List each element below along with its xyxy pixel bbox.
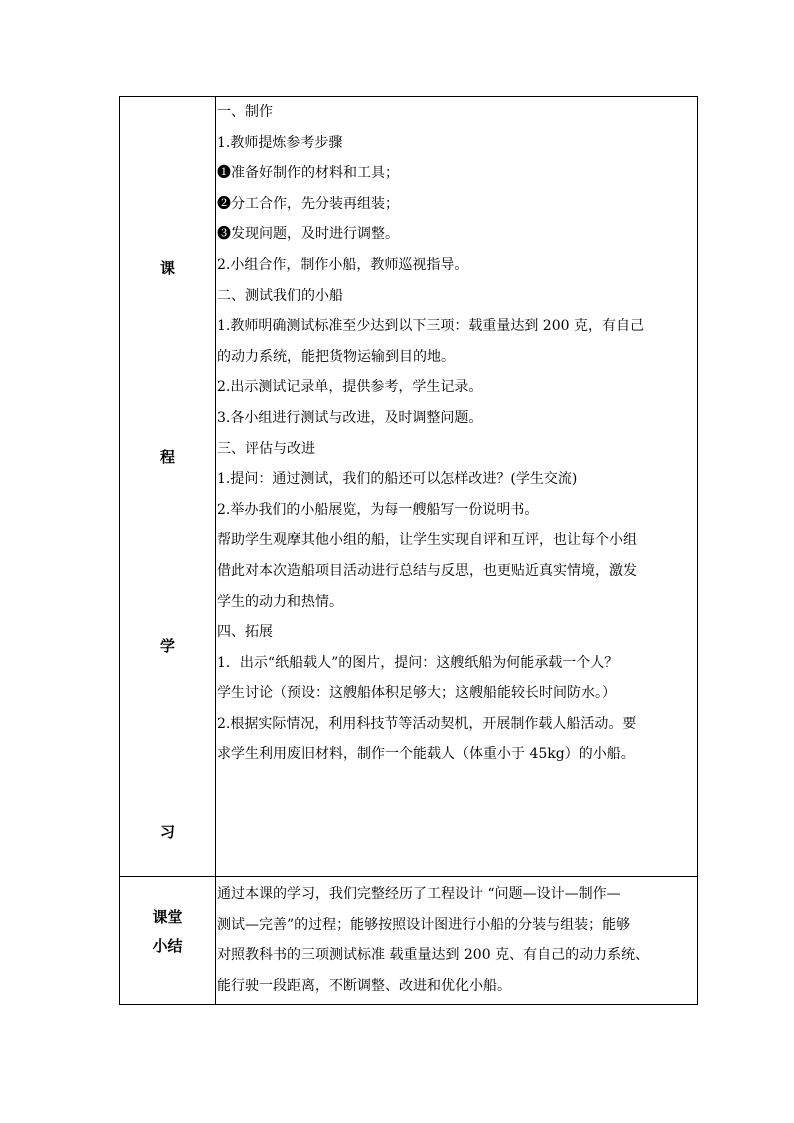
summary-text xyxy=(216,877,697,1001)
text-line: 能行驶一段距离，不断调整、改进和优化小船。 xyxy=(217,977,511,994)
process-text xyxy=(216,97,697,770)
text-line: 四、拓展 xyxy=(217,624,273,641)
text-line: ❸发现问题，及时进行调整。 xyxy=(217,226,399,243)
process-content-cell xyxy=(216,97,698,877)
text-line: 求学生利用废旧材料，制作一个能载人（体重小于 45kg）的小船。 xyxy=(217,746,635,763)
label-char: 学 xyxy=(159,637,175,655)
text-line: 1.教师明确测试标准至少达到以下三项：载重量达到 200 克，有自己 xyxy=(217,318,644,335)
text-line: 学生讨论（预设：这艘船体积足够大；这艘船能较长时间防水。） xyxy=(217,685,616,702)
summary-content-cell xyxy=(216,877,698,1005)
text-line: 1.教师提炼参考步骤 xyxy=(217,134,343,151)
text-line: ❶准备好制作的材料和工具； xyxy=(217,165,399,182)
text-line: 1.提问：通过测试，我们的船还可以怎样改进？(学生交流) xyxy=(217,471,578,488)
text-line: 测试—完善”的过程；能够按照设计图进行小船的分装与组装；能够 xyxy=(217,916,631,933)
lesson-plan-table xyxy=(119,96,698,1005)
text-line: 帮助学生观摩其他小组的船，让学生实现自评和互评，也让每个小组 xyxy=(217,532,637,549)
text-line: 借此对本次造船项目活动进行总结与反思，也更贴近真实情境，激发 xyxy=(217,562,637,579)
text-line: 对照教科书的三项测试标准 载重量达到 200 克、有自己的动力系统、 xyxy=(217,947,650,964)
label-char: 程 xyxy=(159,448,175,466)
text-line: 二、测试我们的小船 xyxy=(217,287,343,304)
summary-label-line: 课堂 xyxy=(152,908,183,926)
summary-label-line: 小结 xyxy=(152,937,183,955)
text-line: 3.各小组进行测试与改进，及时调整问题。 xyxy=(217,409,483,426)
text-line: 2.小组合作，制作小船，教师巡视指导。 xyxy=(217,256,469,273)
text-line: 2.出示测试记录单，提供参考，学生记录。 xyxy=(217,379,483,396)
text-line: 三、评估与改进 xyxy=(217,440,315,457)
process-row xyxy=(120,97,698,877)
text-line: 2.根据实际情况，利用科技节等活动契机，开展制作载人船活动。要 xyxy=(217,715,637,732)
text-line: 一、制作 xyxy=(217,104,273,120)
text-line: 的动力系统，能把货物运输到目的地。 xyxy=(217,348,455,365)
text-line: 2.举办我们的小船展览，为每一艘船写一份说明书。 xyxy=(217,501,539,518)
label-char: 习 xyxy=(159,823,175,841)
text-line: 通过本课的学习，我们完整经历了工程设计 “问题—设计—制作— xyxy=(217,886,621,902)
text-line: 学生的动力和热情。 xyxy=(217,593,343,610)
summary-row xyxy=(120,877,698,1005)
label-char: 课 xyxy=(159,259,175,277)
summary-label-cell xyxy=(120,877,216,1005)
text-line: ❷分工合作，先分装再组装； xyxy=(217,195,399,212)
process-label-cell xyxy=(120,97,216,877)
text-line: 1．出示“纸船载人”的图片，提问：这艘纸船为何能承载一个人？ xyxy=(217,654,619,671)
